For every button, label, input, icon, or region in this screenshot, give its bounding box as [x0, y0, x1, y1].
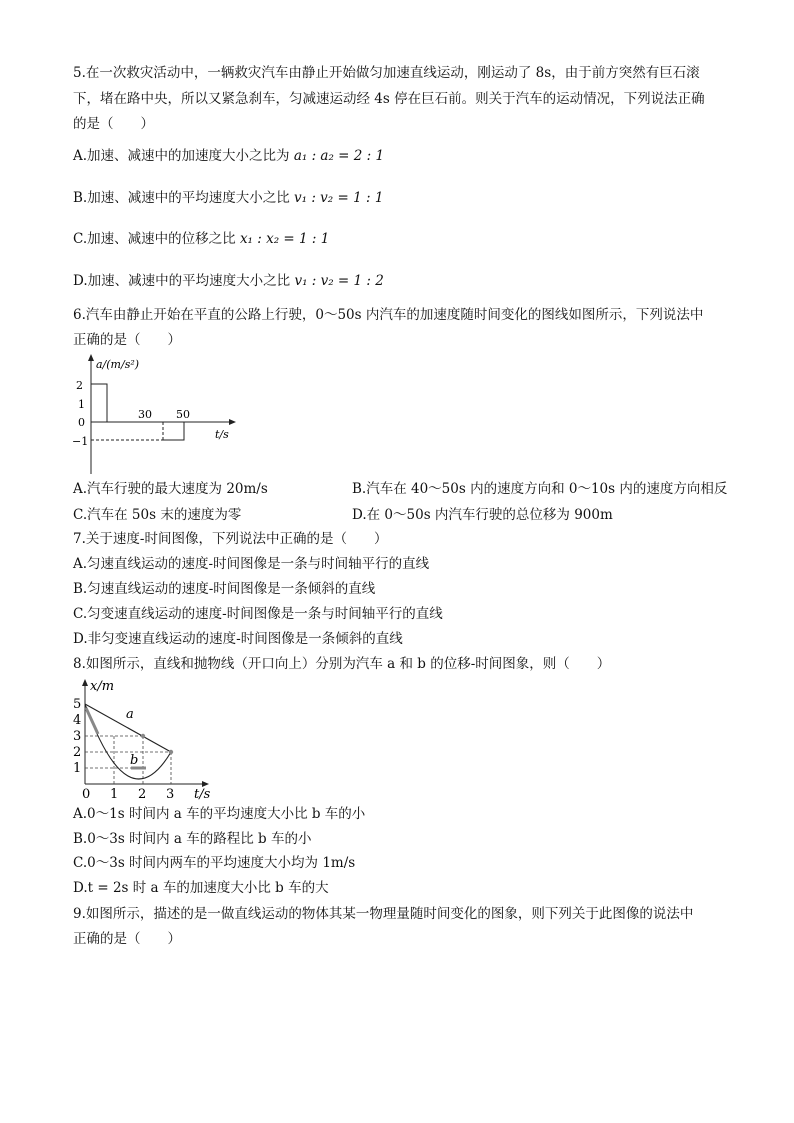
q5-stem-line-3: 的是（ ）: [73, 116, 154, 132]
q9-stem-line-2: 正确的是（ ）: [73, 931, 181, 947]
q5-option-b: [73, 188, 383, 208]
q5-option-a: [73, 146, 384, 166]
q5-option-a-math: a₁ : a₂ = 2 : 1: [293, 148, 385, 164]
q7-stem: 7.关于速度-时间图像，下列说法中正确的是（ ）: [73, 531, 388, 547]
q5-option-d: [73, 271, 384, 291]
q6-ytick-0: 0: [78, 416, 85, 429]
q8-ytick-2: 2: [73, 745, 82, 760]
q6-stem-line-1: 6.汽车由静止开始在平直的公路上行驶，0～50s 内汽车的加速度随时间变化的图线如图所示，下列说法中: [73, 307, 704, 323]
q6-ytick-2: 2: [76, 379, 83, 392]
q6-acceleration-graph: [72, 352, 242, 478]
q5-option-d-math: v₁ : v₂ = 1 : 2: [294, 273, 384, 289]
q7-option-c: C.匀变速直线运动的速度-时间图像是一条与时间轴平行的直线: [73, 606, 443, 622]
q8-option-b: B.0～3s 时间内 a 车的路程比 b 车的小: [73, 831, 312, 847]
q8-t-axis-label: t/s: [194, 787, 211, 800]
q6-y-axis-arrow: [88, 354, 94, 361]
q6-ytick-1: 1: [78, 398, 85, 411]
q8-xtick-0: 0: [82, 787, 91, 800]
q6-option-c: C.汽车在 50s 末的速度为零: [73, 507, 242, 523]
q6-option-d: D.在 0～50s 内汽车行驶的总位移为 900m: [352, 507, 613, 523]
q5-stem-line-1: 5.在一次救灾活动中，一辆救灾汽车由静止开始做匀加速直线运动，刚运动了 8s，由于前方突然有巨石滚: [73, 65, 700, 81]
q5-option-b-text: B.加速、减速中的平均速度大小之比: [73, 190, 290, 206]
q6-stem-line-2: 正确的是（ ）: [73, 332, 181, 348]
q8-x-axis-arrow: [82, 679, 88, 686]
q6-t-axis-label: t/s: [215, 428, 229, 441]
q8-ytick-5: 5: [73, 697, 82, 712]
q7-option-d: D.非匀变速直线运动的速度-时间图像是一条倾斜的直线: [73, 631, 403, 647]
q5-option-c-math: x₁ : x₂ = 1 : 1: [239, 231, 330, 247]
q8-label-a: a: [126, 707, 134, 722]
q5-option-b-math: v₁ : v₂ = 1 : 1: [294, 190, 384, 206]
q5-option-a-text: A.加速、减速中的加速度大小之比为: [73, 148, 290, 164]
q5-stem-line-2: 下，堵在路中央，所以又紧急刹车，匀减速运动经 4s 停在巨石前。则关于汽车的运动情况，下列说法正确: [73, 91, 705, 107]
q6-option-a: A.汽车行驶的最大速度为 20m/s: [73, 481, 268, 497]
q5-option-c: [73, 229, 329, 249]
q8-label-b: b: [130, 753, 139, 768]
q5-option-c-text: C.加速、减速中的位移之比: [73, 231, 236, 247]
q8-xtick-3: 3: [166, 787, 175, 800]
q9-stem-line-1: 9.如图所示，描述的是一做直线运动的物体其某一物理量随时间变化的图象，则下列关于此图像的说法中: [73, 906, 694, 922]
q6-xtick-30: 30: [138, 408, 152, 421]
q8-option-a: A.0～1s 时间内 a 车的平均速度大小比 b 车的小: [73, 806, 366, 822]
q8-displacement-graph: [70, 676, 220, 800]
q6-option-b: B.汽车在 40～50s 内的速度方向和 0～10s 内的速度方向相反: [352, 481, 728, 497]
q8-point-intersect-t3: [169, 750, 173, 754]
q6-y-axis-label: a/(m/s²): [96, 358, 140, 371]
q6-t-axis-arrow: [229, 419, 236, 425]
q6-xtick-50: 50: [176, 408, 190, 421]
q8-xtick-1: 1: [110, 787, 119, 800]
q8-point-a-t2: [141, 734, 145, 738]
q8-ytick-3: 3: [73, 729, 82, 744]
q8-option-c: C.0～3s 时间内两车的平均速度大小均为 1m/s: [73, 855, 356, 871]
q8-y-axis-label: x/m: [90, 679, 115, 694]
q7-option-b: B.匀速直线运动的速度-时间图像是一条倾斜的直线: [73, 581, 376, 597]
q6-ytick-neg1: −1: [72, 435, 89, 448]
q8-ytick-4: 4: [73, 713, 82, 728]
q8-xtick-2: 2: [138, 787, 147, 800]
q8-ytick-1: 1: [73, 761, 82, 776]
q8-tangent-mark-start: [86, 708, 98, 734]
q7-option-a: A.匀速直线运动的速度-时间图像是一条与时间轴平行的直线: [73, 556, 430, 572]
q5-option-d-text: D.加速、减速中的平均速度大小之比: [73, 273, 291, 289]
q6-segment-40-50s: [163, 422, 184, 440]
q6-segment-0-10s: [91, 384, 107, 422]
q8-option-d: D.t = 2s 时 a 车的加速度大小比 b 车的大: [73, 880, 329, 896]
q8-stem: 8.如图所示，直线和抛物线（开口向上）分别为汽车 a 和 b 的位移-时间图象，则（ ）: [73, 656, 611, 672]
